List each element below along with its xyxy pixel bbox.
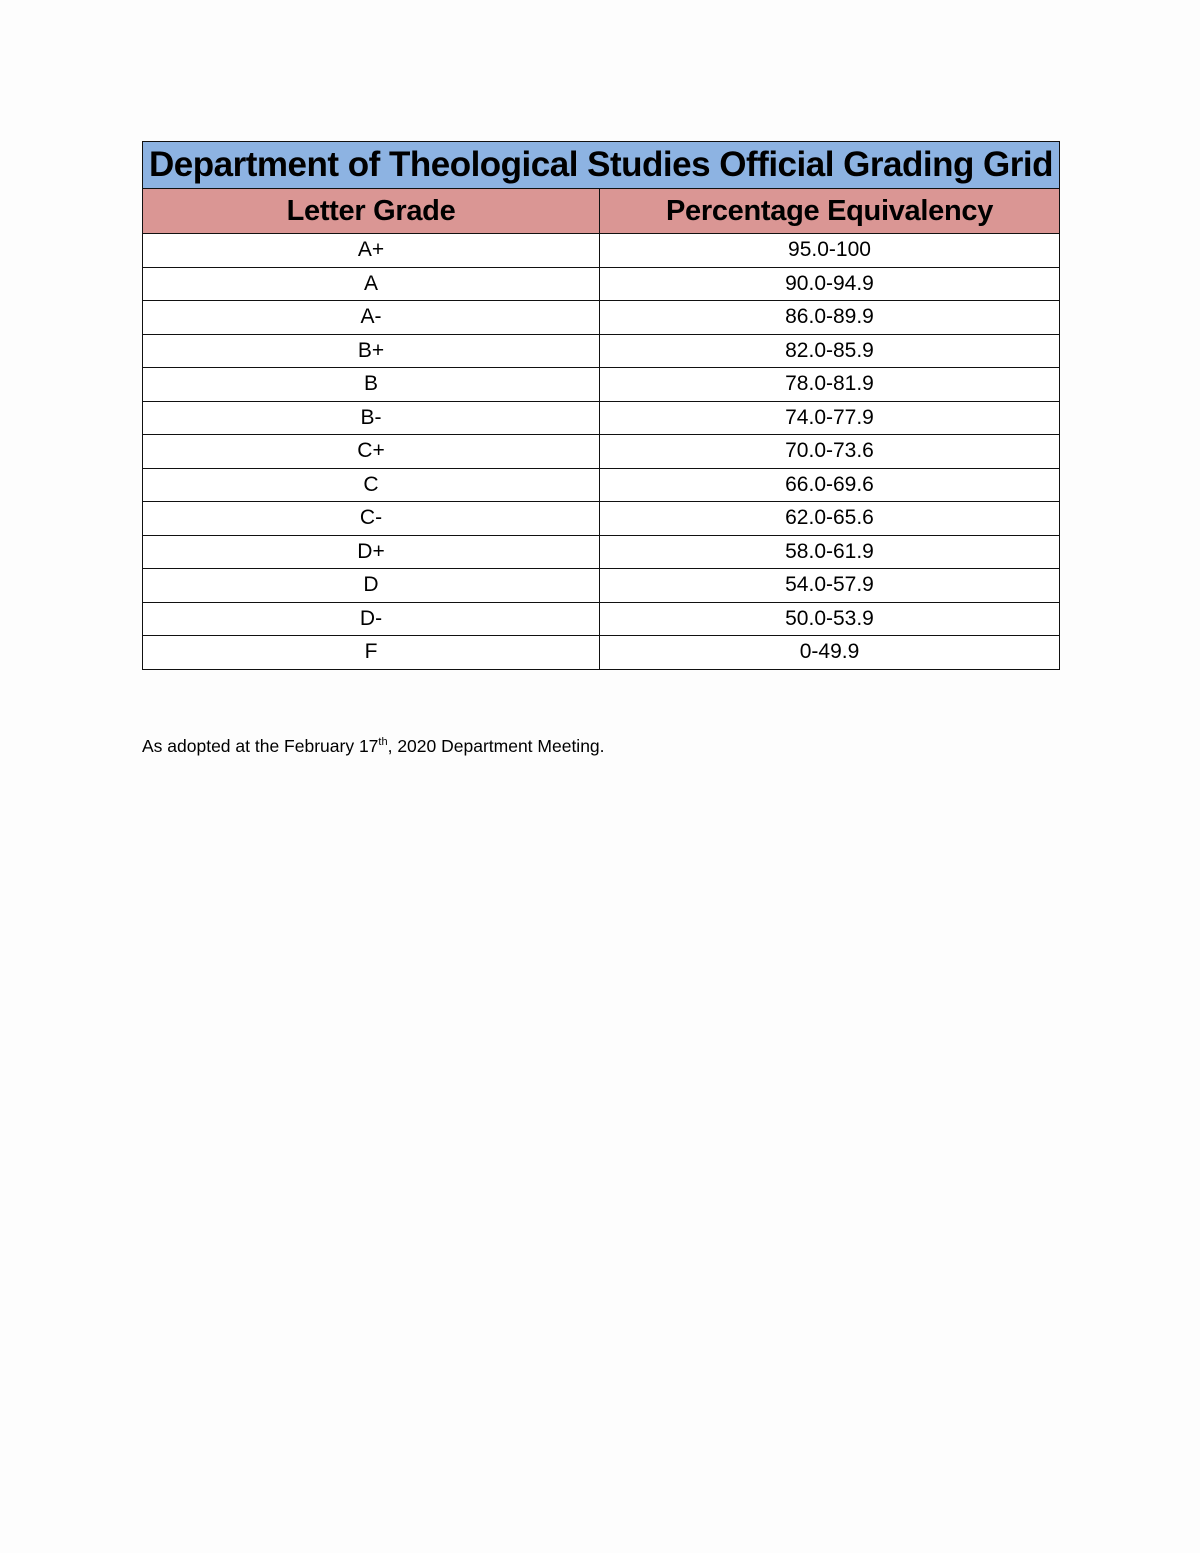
percentage-range-cell: 90.0-94.9: [600, 267, 1060, 301]
percentage-range-cell: 54.0-57.9: [600, 569, 1060, 603]
table-row: [143, 267, 1060, 301]
grade-rows: [143, 234, 1060, 670]
table-row: [143, 602, 1060, 636]
title-row: [143, 142, 1060, 189]
letter-grade-header: Letter Grade: [143, 189, 600, 234]
table-row: [143, 368, 1060, 402]
table-row: [143, 502, 1060, 536]
letter-grade-cell: A-: [143, 301, 600, 335]
table-row: [143, 301, 1060, 335]
percentage-range-cell: 58.0-61.9: [600, 535, 1060, 569]
header-row: [143, 189, 1060, 234]
table-row: [143, 334, 1060, 368]
percentage-range-cell: 66.0-69.6: [600, 468, 1060, 502]
adoption-note-superscript: th: [378, 736, 388, 748]
letter-grade-cell: B-: [143, 401, 600, 435]
letter-grade-cell: D-: [143, 602, 600, 636]
letter-grade-cell: B: [143, 368, 600, 402]
letter-grade-cell: A+: [143, 234, 600, 268]
table-row: [143, 636, 1060, 670]
percentage-range-cell: 95.0-100: [600, 234, 1060, 268]
table-row: [143, 535, 1060, 569]
percentage-equivalency-header: Percentage Equivalency: [600, 189, 1060, 234]
percentage-range-cell: 62.0-65.6: [600, 502, 1060, 536]
percentage-range-cell: 74.0-77.9: [600, 401, 1060, 435]
adoption-note-prefix: As adopted at the February 17: [142, 736, 379, 756]
letter-grade-cell: C+: [143, 435, 600, 469]
letter-grade-cell: B+: [143, 334, 600, 368]
adoption-note-suffix: , 2020 Department Meeting.: [387, 736, 605, 756]
percentage-range-cell: 70.0-73.6: [600, 435, 1060, 469]
letter-grade-cell: C-: [143, 502, 600, 536]
table-title: Department of Theological Studies Official Grading Grid: [143, 142, 1060, 189]
table-row: [143, 468, 1060, 502]
letter-grade-cell: A: [143, 267, 600, 301]
table-row: [143, 234, 1060, 268]
percentage-range-cell: 78.0-81.9: [600, 368, 1060, 402]
percentage-range-cell: 50.0-53.9: [600, 602, 1060, 636]
letter-grade-cell: D: [143, 569, 600, 603]
adoption-note: [142, 736, 605, 757]
grading-grid-table: [142, 141, 1060, 670]
percentage-range-cell: 0-49.9: [600, 636, 1060, 670]
percentage-range-cell: 86.0-89.9: [600, 301, 1060, 335]
table-row: [143, 401, 1060, 435]
letter-grade-cell: C: [143, 468, 600, 502]
table-row: [143, 569, 1060, 603]
letter-grade-cell: D+: [143, 535, 600, 569]
percentage-range-cell: 82.0-85.9: [600, 334, 1060, 368]
letter-grade-cell: F: [143, 636, 600, 670]
table-row: [143, 435, 1060, 469]
